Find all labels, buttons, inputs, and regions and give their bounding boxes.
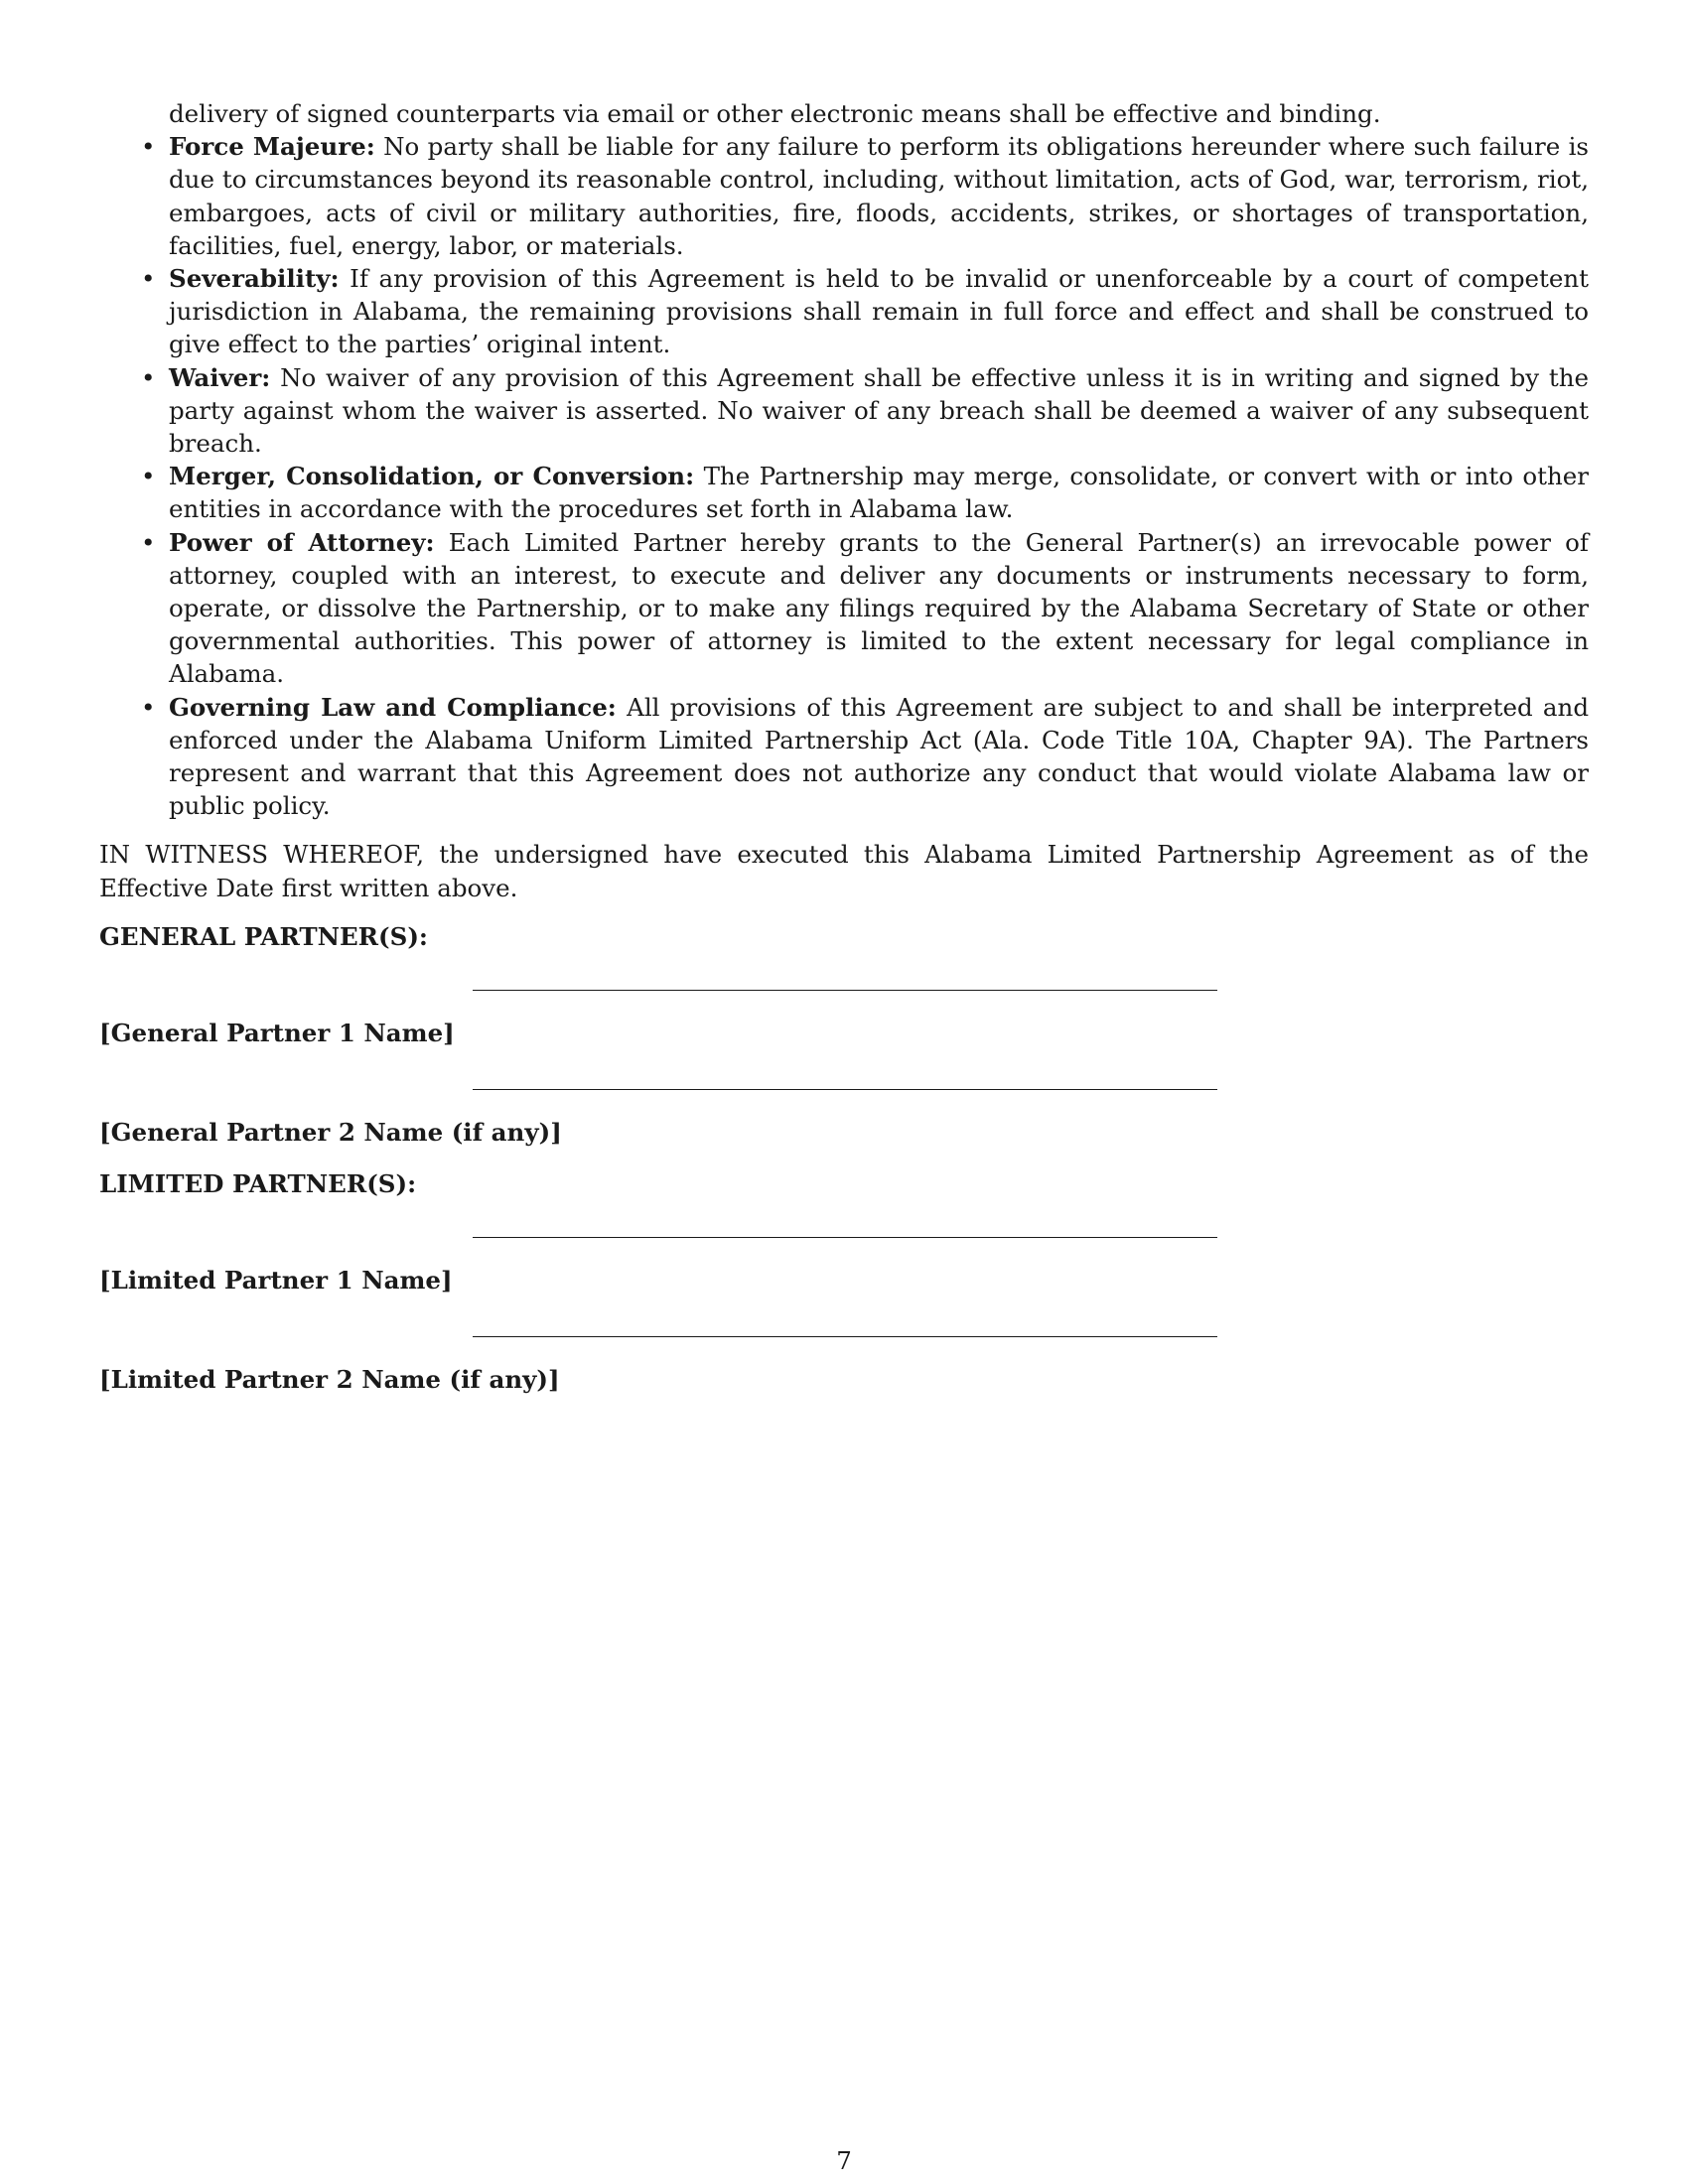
clause-merger bbox=[141, 460, 1589, 525]
clause-list bbox=[99, 130, 1589, 822]
signature-block-limited-1 bbox=[99, 1200, 1589, 1299]
limited-partners-heading: LIMITED PARTNER(S): bbox=[99, 1169, 417, 1199]
clause-heading: Severability: bbox=[169, 264, 340, 294]
bullet-icon: • bbox=[141, 692, 156, 722]
signature-block-general-1 bbox=[99, 953, 1589, 1052]
clause-heading: Merger, Consolidation, or Conversion: bbox=[169, 462, 695, 491]
clause-text: The Partnership may merge, consolidate, or convert with or into other entities in accordance with the procedures set forth in Alabama law. bbox=[169, 462, 1589, 524]
continuation-text: delivery of signed counterparts via email or other electronic means shall be effective and binding. bbox=[169, 99, 1381, 128]
document-page bbox=[99, 97, 1589, 1399]
signatory-name: [General Partner 2 Name (if any)] bbox=[99, 1118, 562, 1148]
page-number: 7 bbox=[836, 2146, 852, 2175]
clause-force-majeure bbox=[141, 130, 1589, 262]
bullet-icon: • bbox=[141, 527, 156, 557]
clause-severability bbox=[141, 262, 1589, 361]
signature-line bbox=[473, 990, 1217, 991]
clause-text: If any provision of this Agreement is held to be invalid or unenforceable by a court of competent jurisdiction in Alabama, the remaining provisions shall remain in full force and effect and shall be construed to give effect to the parties’ original intent. bbox=[169, 264, 1589, 359]
bullet-icon: • bbox=[141, 362, 156, 392]
clause-text: No waiver of any provision of this Agreement shall be effective unless it is in writing and signed by the party against whom the waiver is asserted. No waiver of any breach shall be deemed a waiver of any subsequent breach. bbox=[169, 362, 1589, 459]
clause-waiver bbox=[141, 361, 1589, 461]
clause-text: No party shall be liable for any failure to perform its obligations hereunder where such failure is due to circumstances beyond its reasonable control, including, without limitation, acts of God, war, terrorism, riot, embargoes, acts of civil or military authorities, fire, floods, accidents, strikes, or shortages of transportation, facilities, fuel, energy, labor, or materials. bbox=[169, 132, 1589, 260]
general-partners-heading: GENERAL PARTNER(S): bbox=[99, 921, 428, 951]
bullet-icon: • bbox=[141, 132, 156, 162]
signature-line bbox=[473, 1089, 1217, 1090]
clause-text: All provisions of this Agreement are subject to and shall be interpreted and enforced under the Alabama Uniform Limited Partnership Act (Ala. Code Title 10A, Chapter 9A). The Partners represent and warrant that this Agreement does not authorize any conduct that would violate Alabama law or public policy. bbox=[169, 692, 1590, 821]
signature-block-limited-2 bbox=[99, 1299, 1589, 1399]
bullet-icon: • bbox=[141, 462, 156, 491]
signature-block-general-2 bbox=[99, 1052, 1589, 1152]
signature-line bbox=[473, 1336, 1217, 1337]
bullet-icon: • bbox=[141, 264, 156, 294]
clause-heading: Governing Law and Compliance: bbox=[169, 692, 617, 722]
clause-text: Each Limited Partner hereby grants to the General Partner(s) an irrevocable power of attorney, coupled with an interest, to execute and deliver any documents or instruments necessary to form, operate, or dissolve the Partnership, or to make any filings required by the Alabama Secretary of State or other governmental authorities. This power of attorney is limited to the extent necessary for legal compliance in Alabama. bbox=[169, 527, 1589, 689]
clause-heading: Waiver: bbox=[169, 362, 271, 392]
clause-governing-law bbox=[141, 691, 1590, 823]
signatory-name: [General Partner 1 Name] bbox=[99, 1019, 455, 1048]
witness-statement: IN WITNESS WHEREOF, the undersigned have executed this Alabama Limited Partnership Agreement as of the Effective Date first written above. bbox=[99, 840, 1589, 902]
clause-heading: Power of Attorney: bbox=[169, 527, 435, 557]
signatory-name: [Limited Partner 2 Name (if any)] bbox=[99, 1365, 560, 1395]
signatory-name: [Limited Partner 1 Name] bbox=[99, 1266, 453, 1296]
signature-line bbox=[473, 1237, 1217, 1238]
clause-heading: Force Majeure: bbox=[169, 132, 375, 162]
clause-power-of-attorney bbox=[141, 526, 1589, 691]
